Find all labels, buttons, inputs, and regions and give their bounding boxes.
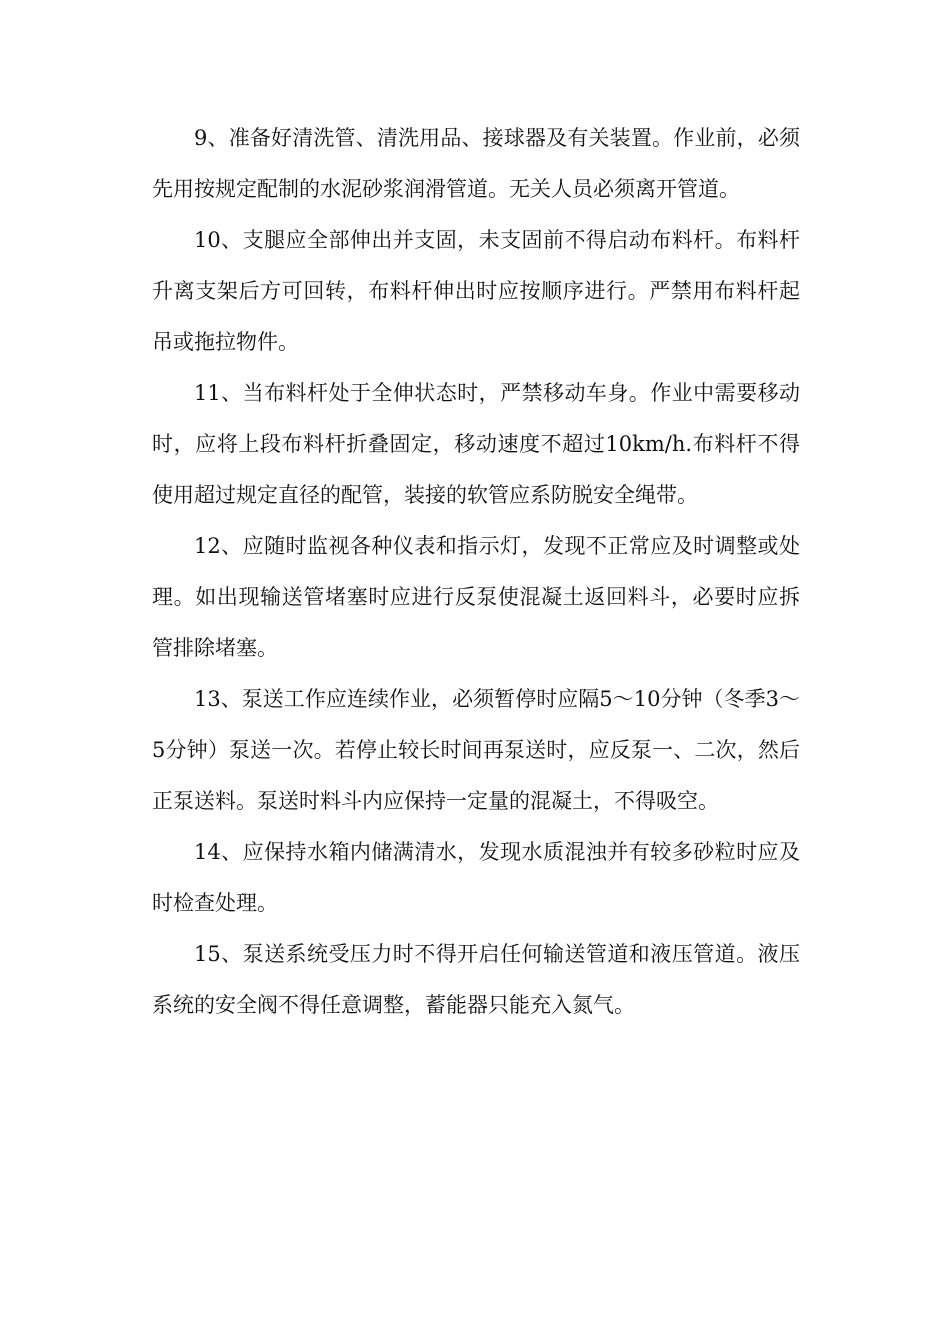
paragraph-item-12: 12、应随时监视各种仪表和指示灯，发现不正常应及时调整或处理。如出现输送管堵塞时应进行反泵使混凝土返回料斗，必要时应拆管排除堵塞。 [152,534,800,660]
paragraph-item-9: 9、准备好清洗管、清洗用品、接球器及有关装置。作业前，必须先用按规定配制的水泥砂浆润滑管道。无关人员必须离开管道。 [152,126,800,201]
document-body [152,113,800,1031]
paragraph-item-11: 11、当布料杆处于全伸状态时，严禁移动车身。作业中需要移动时，应将上段布料杆折叠固定，移动速度不超过10km/h.布料杆不得使用超过规定直径的配管，装接的软管应系防脱安全绳带。 [152,381,800,507]
paragraph-item-14: 14、应保持水箱内储满清水，发现水质混浊并有较多砂粒时应及时检查处理。 [152,840,800,915]
paragraph-item-13: 13、泵送工作应连续作业，必须暂停时应隔5～10分钟（冬季3～5分钟）泵送一次。若停止较长时间再泵送时，应反泵一、二次，然后正泵送料。泵送时料斗内应保持一定量的混凝土，不得吸空。 [152,687,800,813]
paragraph-item-15: 15、泵送系统受压力时不得开启任何输送管道和液压管道。液压系统的安全阀不得任意调整，蓄能器只能充入氮气。 [152,942,800,1017]
paragraph-item-10: 10、支腿应全部伸出并支固，未支固前不得启动布料杆。布料杆升离支架后方可回转，布料杆伸出时应按顺序进行。严禁用布料杆起吊或拖拉物件。 [152,228,800,354]
